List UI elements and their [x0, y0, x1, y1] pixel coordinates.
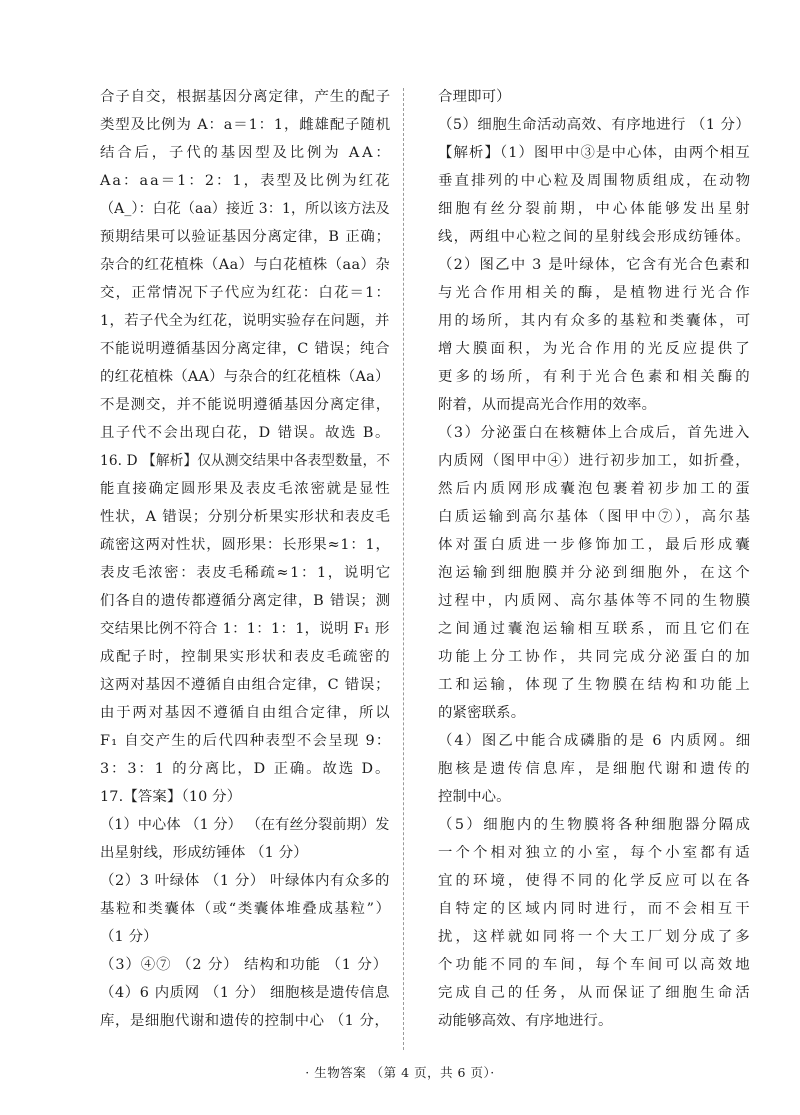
text-line: 基粒和类囊体（或“类囊体堆叠成基粒”） — [100, 901, 392, 917]
text-line: 控制中心。 — [438, 789, 511, 805]
text-line: 泡运输到细胞膜并分泌到细胞外，在这个 — [438, 565, 753, 581]
text-line: （3）分泌蛋白在核糖体上合成后，首先进入 — [438, 425, 751, 441]
text-line: 白质运输到高尔基体（图甲中⑦），高尔基 — [438, 509, 753, 525]
text-line: （1）中心体 （1 分） （在有丝分裂前期）发 — [100, 817, 390, 833]
text-line: 交结果比例不符合 1：1：1：1，说明 F₁ 形 — [100, 621, 390, 637]
text-line: 垂直排列的中心粒及周围物质组成，在动物 — [438, 173, 753, 189]
text-line: （A_）：白花（aa）接近 3：1，所以该方法及 — [100, 201, 390, 217]
text-line: 杂合的红花植株（Aa）与白花植株（aa）杂 — [100, 257, 391, 273]
text-line: 功能上分工协作，共同完成分泌蛋白的加 — [438, 649, 753, 665]
text-line: F₁ 自交产生的后代四种表型不会呈现 9： — [100, 733, 392, 749]
text-line: 疏密这两对性状，圆形果：长形果≈1：1， — [100, 537, 391, 553]
text-line: 与光合作用相关的酶，是植物进行光合作 — [438, 285, 753, 301]
text-line: （2）图乙中 3 是叶绿体，它含有光合色素和 — [438, 257, 751, 273]
text-line: 工和运输，体现了生物膜在结构和功能上 — [438, 677, 753, 693]
text-line: Aa：aa＝1：2：1，表型及比例为红花 — [100, 173, 392, 189]
text-line: 自特定的区域内同时进行，而不会相互干 — [438, 901, 753, 917]
text-line: 库，是细胞代谢和遗传的控制中心 （1 分， — [100, 1013, 390, 1029]
text-line: （4）6 内质网 （1 分） 细胞核是遗传信息 — [100, 985, 390, 1001]
text-line: 附着，从而提高光合作用的效率。 — [438, 397, 657, 413]
text-line: 这两对基因不遵循自由组合定律，C 错误； — [100, 677, 391, 693]
text-line: （5）细胞内的生物膜将各种细胞器分隔成 — [438, 817, 753, 833]
text-line: 细胞有丝分裂前期，中心体能够发出星射 — [438, 201, 753, 217]
column-divider — [403, 88, 404, 1050]
text-line: （1 分） — [100, 929, 158, 945]
text-line: 的红花植株（AA）与杂合的红花植株（Aa） — [100, 369, 390, 385]
text-line: 扰，这样就如同将一个大工厂划分成了多 — [438, 929, 753, 945]
text-line: 体对蛋白质进一步修饰加工，最后形成囊 — [438, 537, 753, 553]
text-line: 由于两对基因不遵循自由组合定律，所以 — [100, 705, 392, 721]
text-line: 预期结果可以验证基因分离定律，B 正确； — [100, 229, 391, 245]
text-line: 个功能不同的车间，每个车间可以高效地 — [438, 957, 753, 973]
text-line: 更多的场所，有利于光合色素和相关酶的 — [438, 369, 753, 385]
text-line: 能直接确定圆形果及表皮毛浓密就是显性 — [100, 481, 392, 497]
text-line: 动能够高效、有序地进行。 — [438, 1013, 613, 1029]
text-line: 之间通过囊泡运输相互联系，而且它们在 — [438, 621, 753, 637]
text-line: 不能说明遵循基因分离定律，C 错误；纯合 — [100, 341, 391, 357]
text-line: 增大膜面积，为光合作用的光反应提供了 — [438, 341, 753, 357]
text-line: 3：3：1 的分离比，D 正确。故选 D。 — [100, 761, 392, 777]
text-line: 的紧密联系。 — [438, 705, 526, 721]
text-line: 线，两组中心粒之间的星射线会形成纺锤体。 — [438, 229, 751, 245]
text-line: 17.【答案】（10 分） — [100, 789, 242, 805]
text-line: （2）3 叶绿体 （1 分） 叶绿体内有众多的 — [100, 873, 390, 889]
text-line: 类型及比例为 A：a＝1：1，雌雄配子随机 — [100, 117, 392, 133]
text-line: 胞核是遗传信息库，是细胞代谢和遗传的 — [438, 761, 753, 777]
text-line: （3）④⑦ （2 分） 结构和功能 （1 分） — [100, 957, 389, 973]
text-line: 宜的环境，使得不同的化学反应可以在各 — [438, 873, 753, 889]
text-line: 出星射线，形成纺锤体 （1 分） — [100, 845, 308, 861]
text-line: 性状，A 错误；分别分析果实形状和表皮毛 — [100, 509, 391, 525]
text-line: 内质网（图甲中④）进行初步加工，如折叠， — [438, 453, 751, 469]
text-line: 合子自交，根据基因分离定律，产生的配子 — [100, 89, 392, 105]
text-line: 完成自己的任务，从而保证了细胞生命活 — [438, 985, 753, 1001]
text-line: （5）细胞生命活动高效、有序地进行 （1 分） — [438, 117, 751, 133]
text-line: 然后内质网形成囊泡包裹着初步加工的蛋 — [438, 481, 753, 497]
text-line: 合理即可） — [438, 89, 511, 105]
text-line: 【解析】（1）图甲中③是中心体，由两个相互 — [438, 145, 751, 161]
text-line: （4）图乙中能合成磷脂的是 6 内质网。细 — [438, 733, 753, 749]
text-line: 交，正常情况下子代应为红花：白花＝1： — [100, 285, 392, 301]
text-line: 结合后，子代的基因型及比例为 AA： — [100, 145, 393, 161]
text-line: 不是测交，并不能说明遵循基因分离定律， — [100, 397, 392, 413]
text-line: 且子代不会出现白花，D 错误。故选 B。 — [100, 425, 391, 441]
text-line: 1，若子代全为红花，说明实验存在问题，并 — [100, 313, 390, 329]
text-line: 16. D 【解析】仅从测交结果中各表型数量，不 — [100, 453, 391, 469]
text-line: 一个个相对独立的小室，每个小室都有适 — [438, 845, 753, 861]
page-footer: · 生物答案 （第 4 页，共 6 页）· — [305, 1065, 495, 1080]
text-line: 成配子时，控制果实形状和表皮毛疏密的 — [100, 649, 392, 665]
text-line: 过程中，内质网、高尔基体等不同的生物膜 — [438, 593, 753, 609]
text-line: 表皮毛浓密：表皮毛稀疏≈1：1，说明它 — [100, 565, 392, 581]
text-line: 用的场所，其内有众多的基粒和类囊体，可 — [438, 313, 753, 329]
text-line: 们各自的遗传都遵循分离定律，B 错误；测 — [100, 593, 391, 609]
